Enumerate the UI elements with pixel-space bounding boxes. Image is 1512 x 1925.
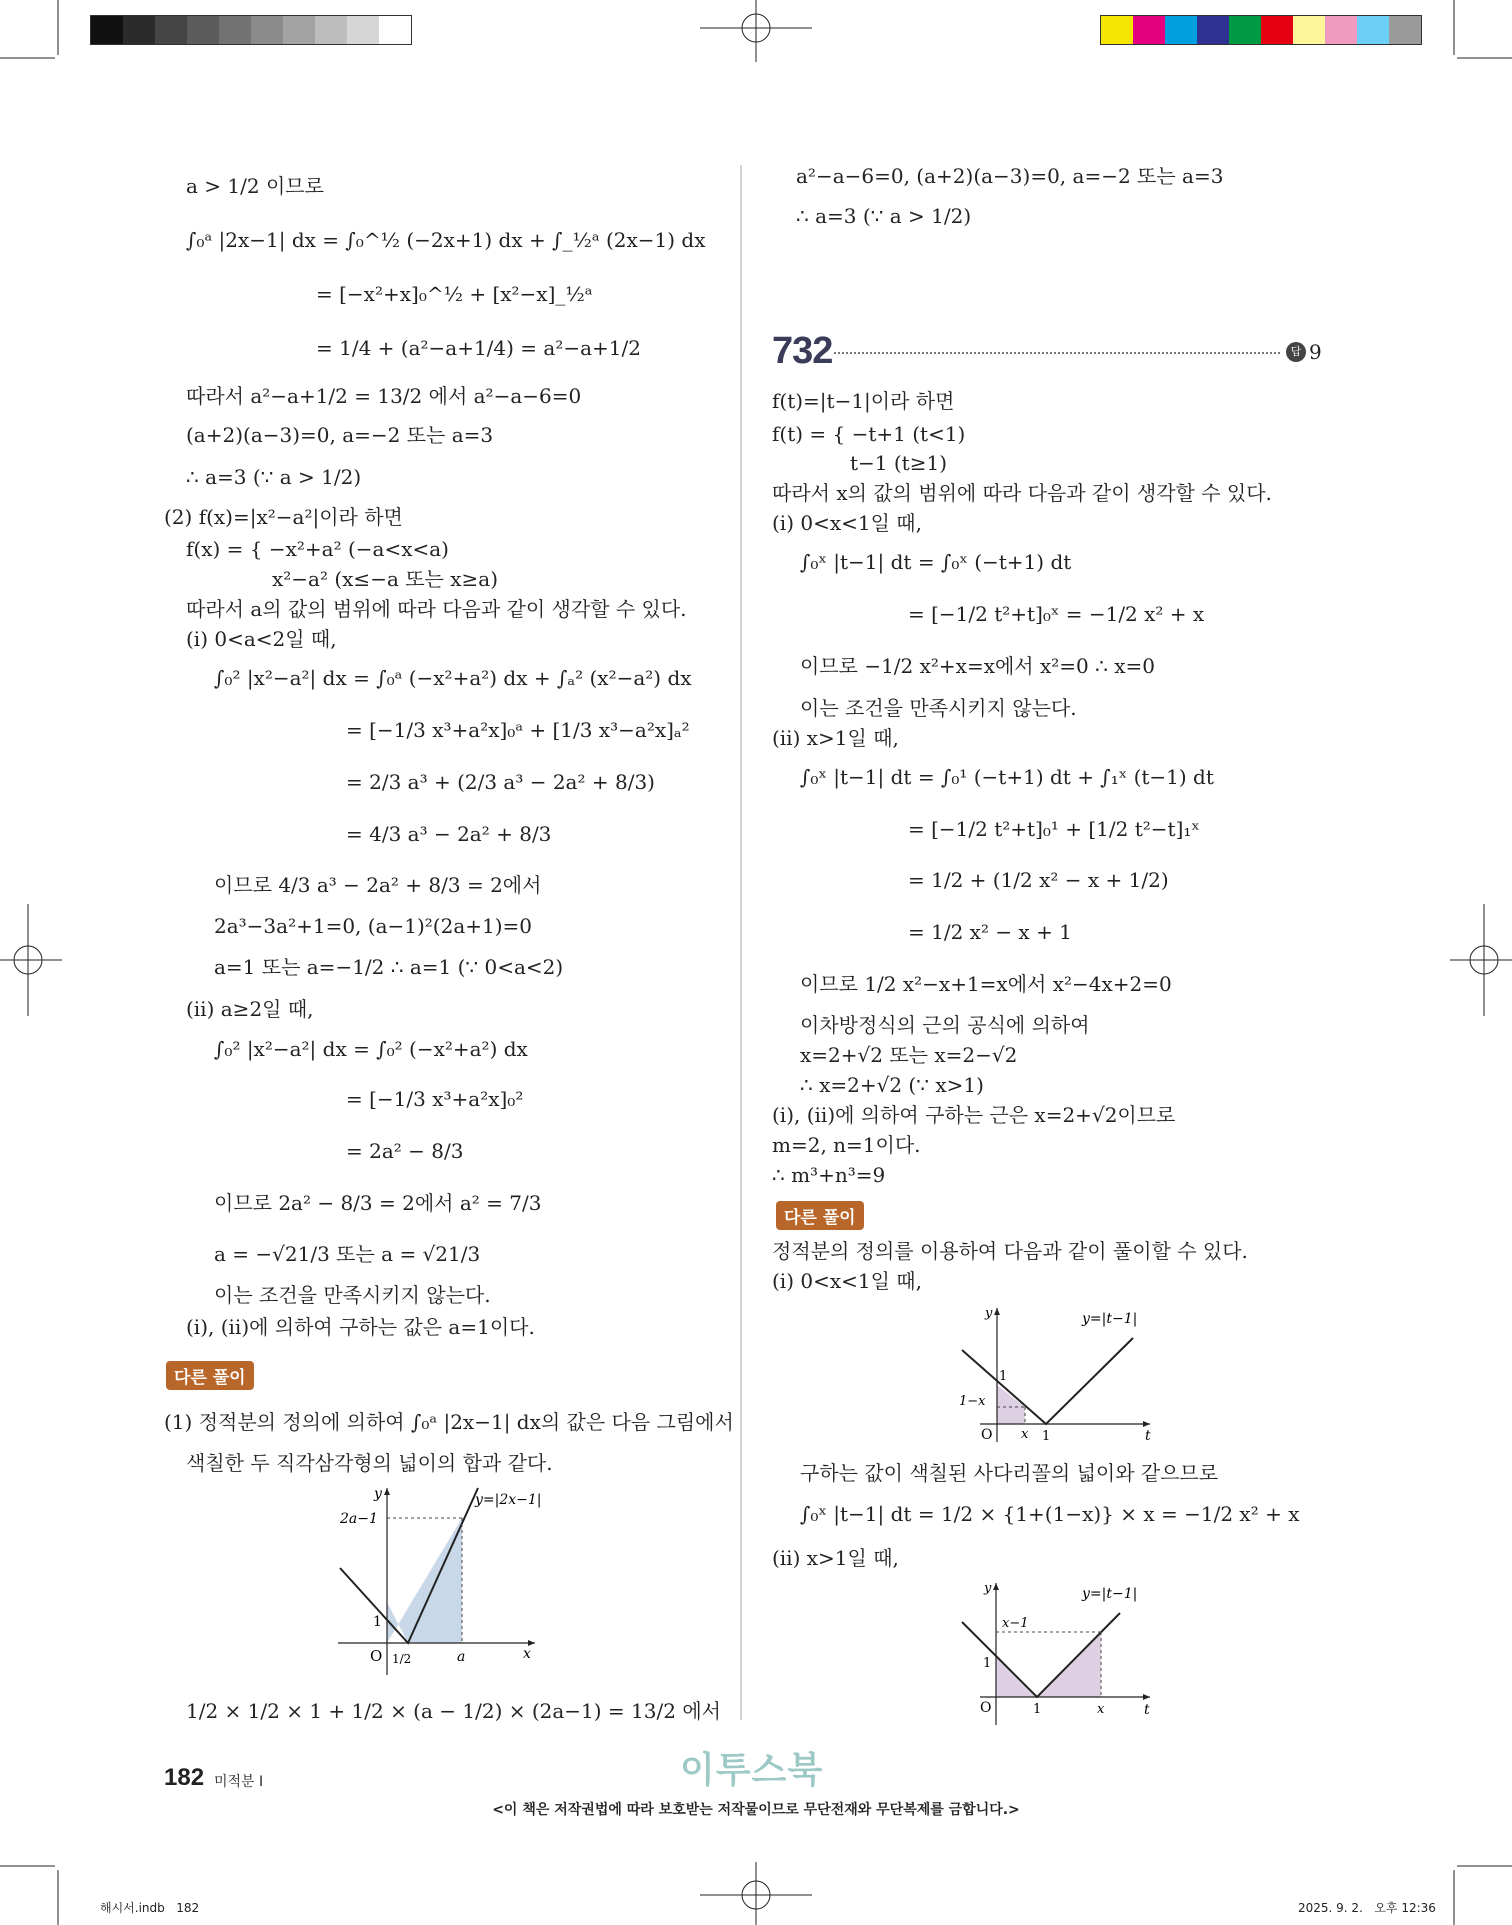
piecewise-line: f(x) = { −x²+a² (−a<x<a) [186,537,449,561]
equation-line: x=2+√2 또는 x=2−√2 [800,1043,1018,1067]
tick-2a-1: 2a−1 [340,1511,378,1527]
tick-a: a [457,1649,466,1665]
text-line: a > 1/2 이므로 [186,174,324,198]
text-line: 이므로 2a² − 8/3 = 2에서 a² = 7/3 [214,1191,542,1215]
x-axis-label: x [523,1646,531,1662]
text-line: 따라서 a의 값의 범위에 따라 다음과 같이 생각할 수 있다. [186,597,687,621]
text-line: 구하는 값이 색칠된 사다리꼴의 넓이와 같으므로 [800,1461,1219,1485]
text-line: 이차방정식의 근의 공식에 의하여 [800,1013,1090,1037]
equation-line: = 1/2 x² − x + 1 [908,920,1072,944]
equation-line: ∫₀² |x²−a²| dx = ∫₀² (−x²+a²) dx [214,1037,528,1061]
case-heading: (ⅰ) 0<a<2일 때, [186,627,337,651]
t-axis-label: t [1144,1702,1150,1718]
equation-line: ∫₀ᵃ |2x−1| dx = ∫₀^½ (−2x+1) dx + ∫_½ᵃ (2x−1) dx [186,228,706,252]
alt-solution-badge: 다른 풀이 [166,1361,254,1390]
text-line: 이는 조건을 만족시키지 않는다. [214,1283,491,1307]
copyright-notice: <이 책은 저작권법에 따라 보호받는 저작물이므로 무단전재와 무단복제를 금합니다.> [492,1802,1020,1818]
case-heading: (ⅱ) a≥2일 때, [186,997,314,1021]
piecewise-line: x²−a² (x≤−a 또는 x≥a) [272,567,498,591]
equation-line: ∫₀ˣ |t−1| dt = ∫₀ˣ (−t+1) dt [800,550,1072,574]
y-axis-label: y [374,1486,382,1502]
publisher-logo: 이투스북 [680,1750,824,1791]
t-axis-label: t [1145,1428,1151,1444]
print-timestamp: 2025. 9. 2. 오후 12:36 [1298,1901,1436,1915]
equation-line: a=1 또는 a=−1/2 ∴ a=1 (∵ 0<a<2) [214,955,564,979]
piecewise-line: t−1 (t≥1) [850,451,948,475]
equation-line: = [−1/2 t²+t]₀ˣ = −1/2 x² + x [908,602,1205,626]
y-axis-label: y [984,1581,992,1596]
text-line: (2) f(x)=|x²−a²|이라 하면 [164,505,403,529]
text-line: 이므로 1/2 x²−x+1=x에서 x²−4x+2=0 [800,972,1172,996]
problem-divider [834,352,1280,354]
equation-line: = [−x²+x]₀^½ + [x²−x]_½ᵃ [316,282,593,306]
tick-1: 1 [373,1614,382,1630]
equation-line: = 1/2 + (1/2 x² − x + 1/2) [908,868,1169,892]
tick-t-1: 1 [1033,1702,1042,1717]
tick-x: x [1021,1427,1029,1442]
curve-label: y=|t−1| [1082,1586,1138,1602]
equation-line: = 2/3 a³ + (2/3 a³ − 2a² + 8/3) [346,770,655,794]
shaded-trapezoid [997,1385,1025,1424]
tick-1: 1 [983,1656,992,1671]
curve-label: y=|2x−1| [475,1492,542,1508]
shaded-triangles [387,1518,462,1643]
page-number: 182 [164,1764,205,1791]
tick-half: 1/2 [392,1652,412,1666]
equation-line: = [−1/3 x³+a²x]₀² [346,1087,524,1111]
piecewise-line: f(t) = { −t+1 (t<1) [772,422,966,446]
origin-label: O [370,1647,383,1665]
equation-line: a²−a−6=0, (a+2)(a−3)=0, a=−2 또는 a=3 [796,164,1224,188]
case-heading: (ⅱ) x>1일 때, [772,1546,899,1570]
text-line: 이는 조건을 만족시키지 않는다. [800,696,1077,720]
text-line: (ⅰ), (ⅱ)에 의하여 구하는 근은 x=2+√2이므로 [772,1103,1176,1127]
conclusion-line: ∴ m³+n³=9 [772,1163,886,1187]
alt-solution-badge: 다른 풀이 [776,1201,864,1230]
curve-label: y=|t−1| [1082,1311,1138,1327]
origin-label: O [981,1427,993,1443]
equation-line: ∫₀ˣ |t−1| dt = 1/2 × {1+(1−x)} × x = −1/2 x² + x [800,1502,1300,1526]
conclusion-line: (ⅰ), (ⅱ)에 의하여 구하는 값은 a=1이다. [186,1315,535,1339]
graph-abs-t-minus-1-case1 [950,1300,1170,1450]
graph-abs-t-minus-1-case2 [950,1575,1170,1735]
y-axis-label: y [985,1306,993,1321]
equation-line: ∴ a=3 (∵ a > 1/2) [186,465,362,489]
text-line: 이므로 4/3 a³ − 2a² + 8/3 = 2에서 [214,873,542,897]
tick-x: x [1097,1702,1105,1717]
equation-line: = 4/3 a³ − 2a² + 8/3 [346,822,552,846]
curve-abs-t-1 [962,1338,1133,1424]
text-line: f(t)=|t−1|이라 하면 [772,389,955,413]
text-line: 정적분의 정의를 이용하여 다음과 같이 풀이할 수 있다. [772,1239,1248,1263]
graph-abs-2x-minus-1 [330,1480,550,1680]
tick-x-1: x−1 [1002,1616,1029,1631]
file-slug: 해시서.indb 182 [100,1901,200,1915]
equation-line: = 1/4 + (a²−a+1/4) = a²−a+1/2 [316,336,641,360]
text-line: 색칠한 두 직각삼각형의 넓이의 합과 같다. [186,1451,553,1475]
case-heading: (ⅱ) x>1일 때, [772,726,899,750]
tick-1-x: 1−x [959,1394,986,1409]
equation-line: ∫₀² |x²−a²| dx = ∫₀ᵃ (−x²+a²) dx + ∫ₐ² (x²−a²) dx [214,666,692,690]
equation-line: = [−1/3 x³+a²x]₀ᵃ + [1/3 x³−a²x]ₐ² [346,718,690,742]
case-heading: (ⅰ) 0<x<1일 때, [772,1269,922,1293]
tick-t-1: 1 [1042,1429,1051,1444]
text-line: (1) 정적분의 정의에 의하여 ∫₀ᵃ |2x−1| dx의 값은 다음 그림에서 [164,1410,734,1434]
text-line: 따라서 a²−a+1/2 = 13/2 에서 a²−a−6=0 [186,384,582,408]
equation-line: 2a³−3a²+1=0, (a−1)²(2a+1)=0 [214,914,533,938]
equation-line: ∴ x=2+√2 (∵ x>1) [800,1073,984,1097]
text-line: 따라서 x의 값의 범위에 따라 다음과 같이 생각할 수 있다. [772,481,1272,505]
equation-line: (a+2)(a−3)=0, a=−2 또는 a=3 [186,423,494,447]
equation-line: a = −√21/3 또는 a = √21/3 [214,1242,481,1266]
text-line: m=2, n=1이다. [772,1133,921,1157]
origin-label: O [980,1700,992,1716]
shaded-region [996,1632,1101,1697]
subject-label: 미적분 Ⅰ [214,1774,264,1790]
equation-line: 1/2 × 1/2 × 1 + 1/2 × (a − 1/2) × (2a−1) = 13/2 에서 [186,1699,721,1723]
answer-value: 9 [1309,340,1322,364]
answer-icon: 답 [1286,342,1306,362]
equation-line: ∴ a=3 (∵ a > 1/2) [796,204,972,228]
equation-line: ∫₀ˣ |t−1| dt = ∫₀¹ (−t+1) dt + ∫₁ˣ (t−1) dt [800,765,1214,789]
case-heading: (ⅰ) 0<x<1일 때, [772,511,922,535]
equation-line: = [−1/2 t²+t]₀¹ + [1/2 t²−t]₁ˣ [908,817,1200,841]
text-line: 이므로 −1/2 x²+x=x에서 x²=0 ∴ x=0 [800,654,1155,678]
tick-1: 1 [999,1369,1008,1384]
equation-line: = 2a² − 8/3 [346,1139,464,1163]
problem-number: 732 [772,330,833,372]
